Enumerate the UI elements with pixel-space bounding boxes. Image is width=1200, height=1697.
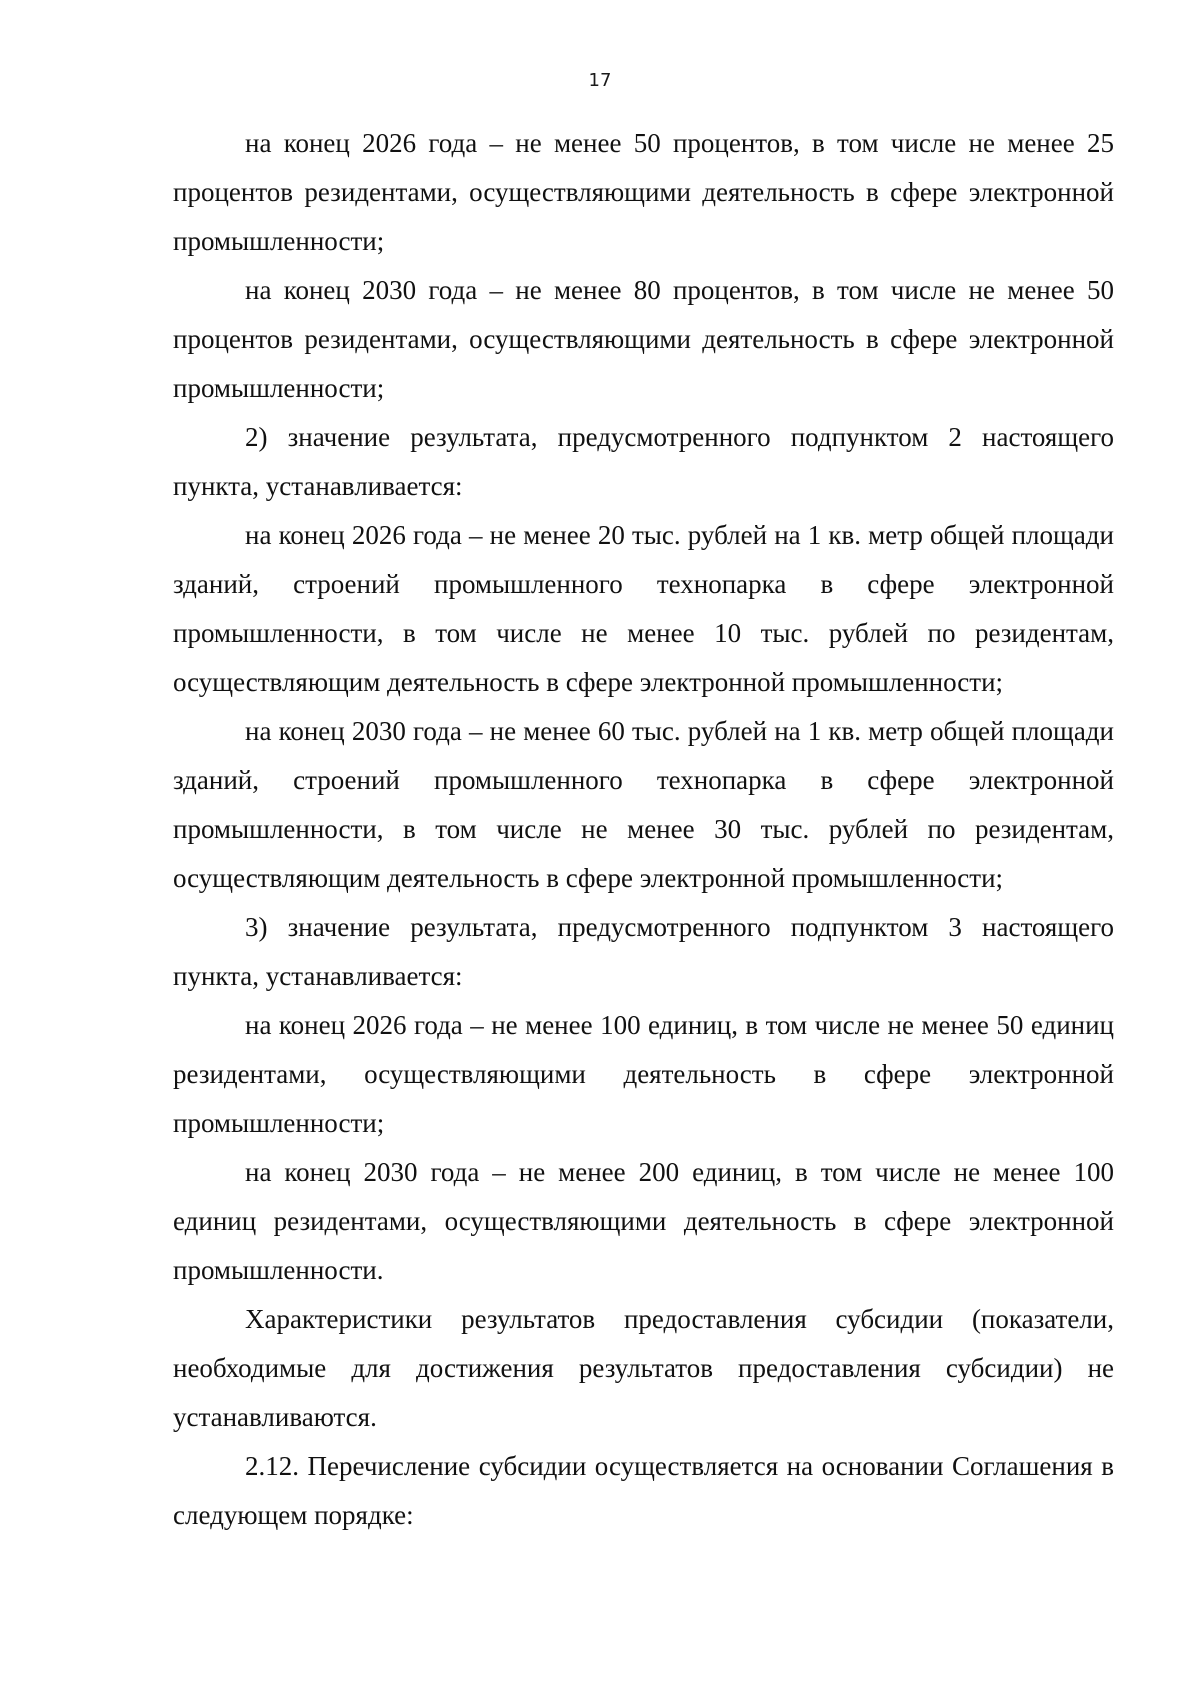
paragraph-characteristics: Характеристики результатов предоставления субсидии (показатели, необходимые для достижения результатов предоставления субсидии) не устанавливаются.: [173, 1304, 1114, 1432]
page-number: 17: [588, 70, 612, 91]
paragraph-2030-units: на конец 2030 года – не менее 200 единиц, в том числе не менее 100 единиц резидентами, осуществляющими деятельность в сфере электронной промышленности.: [173, 1157, 1114, 1285]
paragraph-2030-rubles: на конец 2030 года – не менее 60 тыс. рублей на 1 кв. метр общей площади зданий, строений промышленного технопарка в сфере электронной промышленности, в том числе не менее 30 тыс. рублей по резидентам, осуществляющим деятельность в сфере электронной промышленности;: [173, 716, 1114, 893]
paragraph-2030-percent: на конец 2030 года – не менее 80 процентов, в том числе не менее 50 процентов резидентами, осуществляющими деятельность в сфере электронной промышленности;: [173, 275, 1114, 403]
paragraph-2-12-transfer: 2.12. Перечисление субсидии осуществляется на основании Соглашения в следующем порядке:: [173, 1451, 1114, 1530]
paragraph-2026-rubles: на конец 2026 года – не менее 20 тыс. рублей на 1 кв. метр общей площади зданий, строений промышленного технопарка в сфере электронной промышленности, в том числе не менее 10 тыс. рублей по резидентам, осуществляющим деятельность в сфере электронной промышленности;: [173, 520, 1114, 697]
paragraph-2026-percent: на конец 2026 года – не менее 50 процентов, в том числе не менее 25 процентов резидентами, осуществляющими деятельность в сфере электронной промышленности;: [173, 128, 1114, 256]
paragraph-2026-units: на конец 2026 года – не менее 100 единиц, в том числе не менее 50 единиц резидентами, осуществляющими деятельность в сфере электронной промышленности;: [173, 1010, 1114, 1138]
paragraph-item-2-heading: 2) значение результата, предусмотренного подпунктом 2 настоящего пункта, устанавливается:: [173, 422, 1114, 501]
document-body: [173, 119, 1114, 1540]
paragraph-item-3-heading: 3) значение результата, предусмотренного подпунктом 3 настоящего пункта, устанавливается:: [173, 912, 1114, 991]
